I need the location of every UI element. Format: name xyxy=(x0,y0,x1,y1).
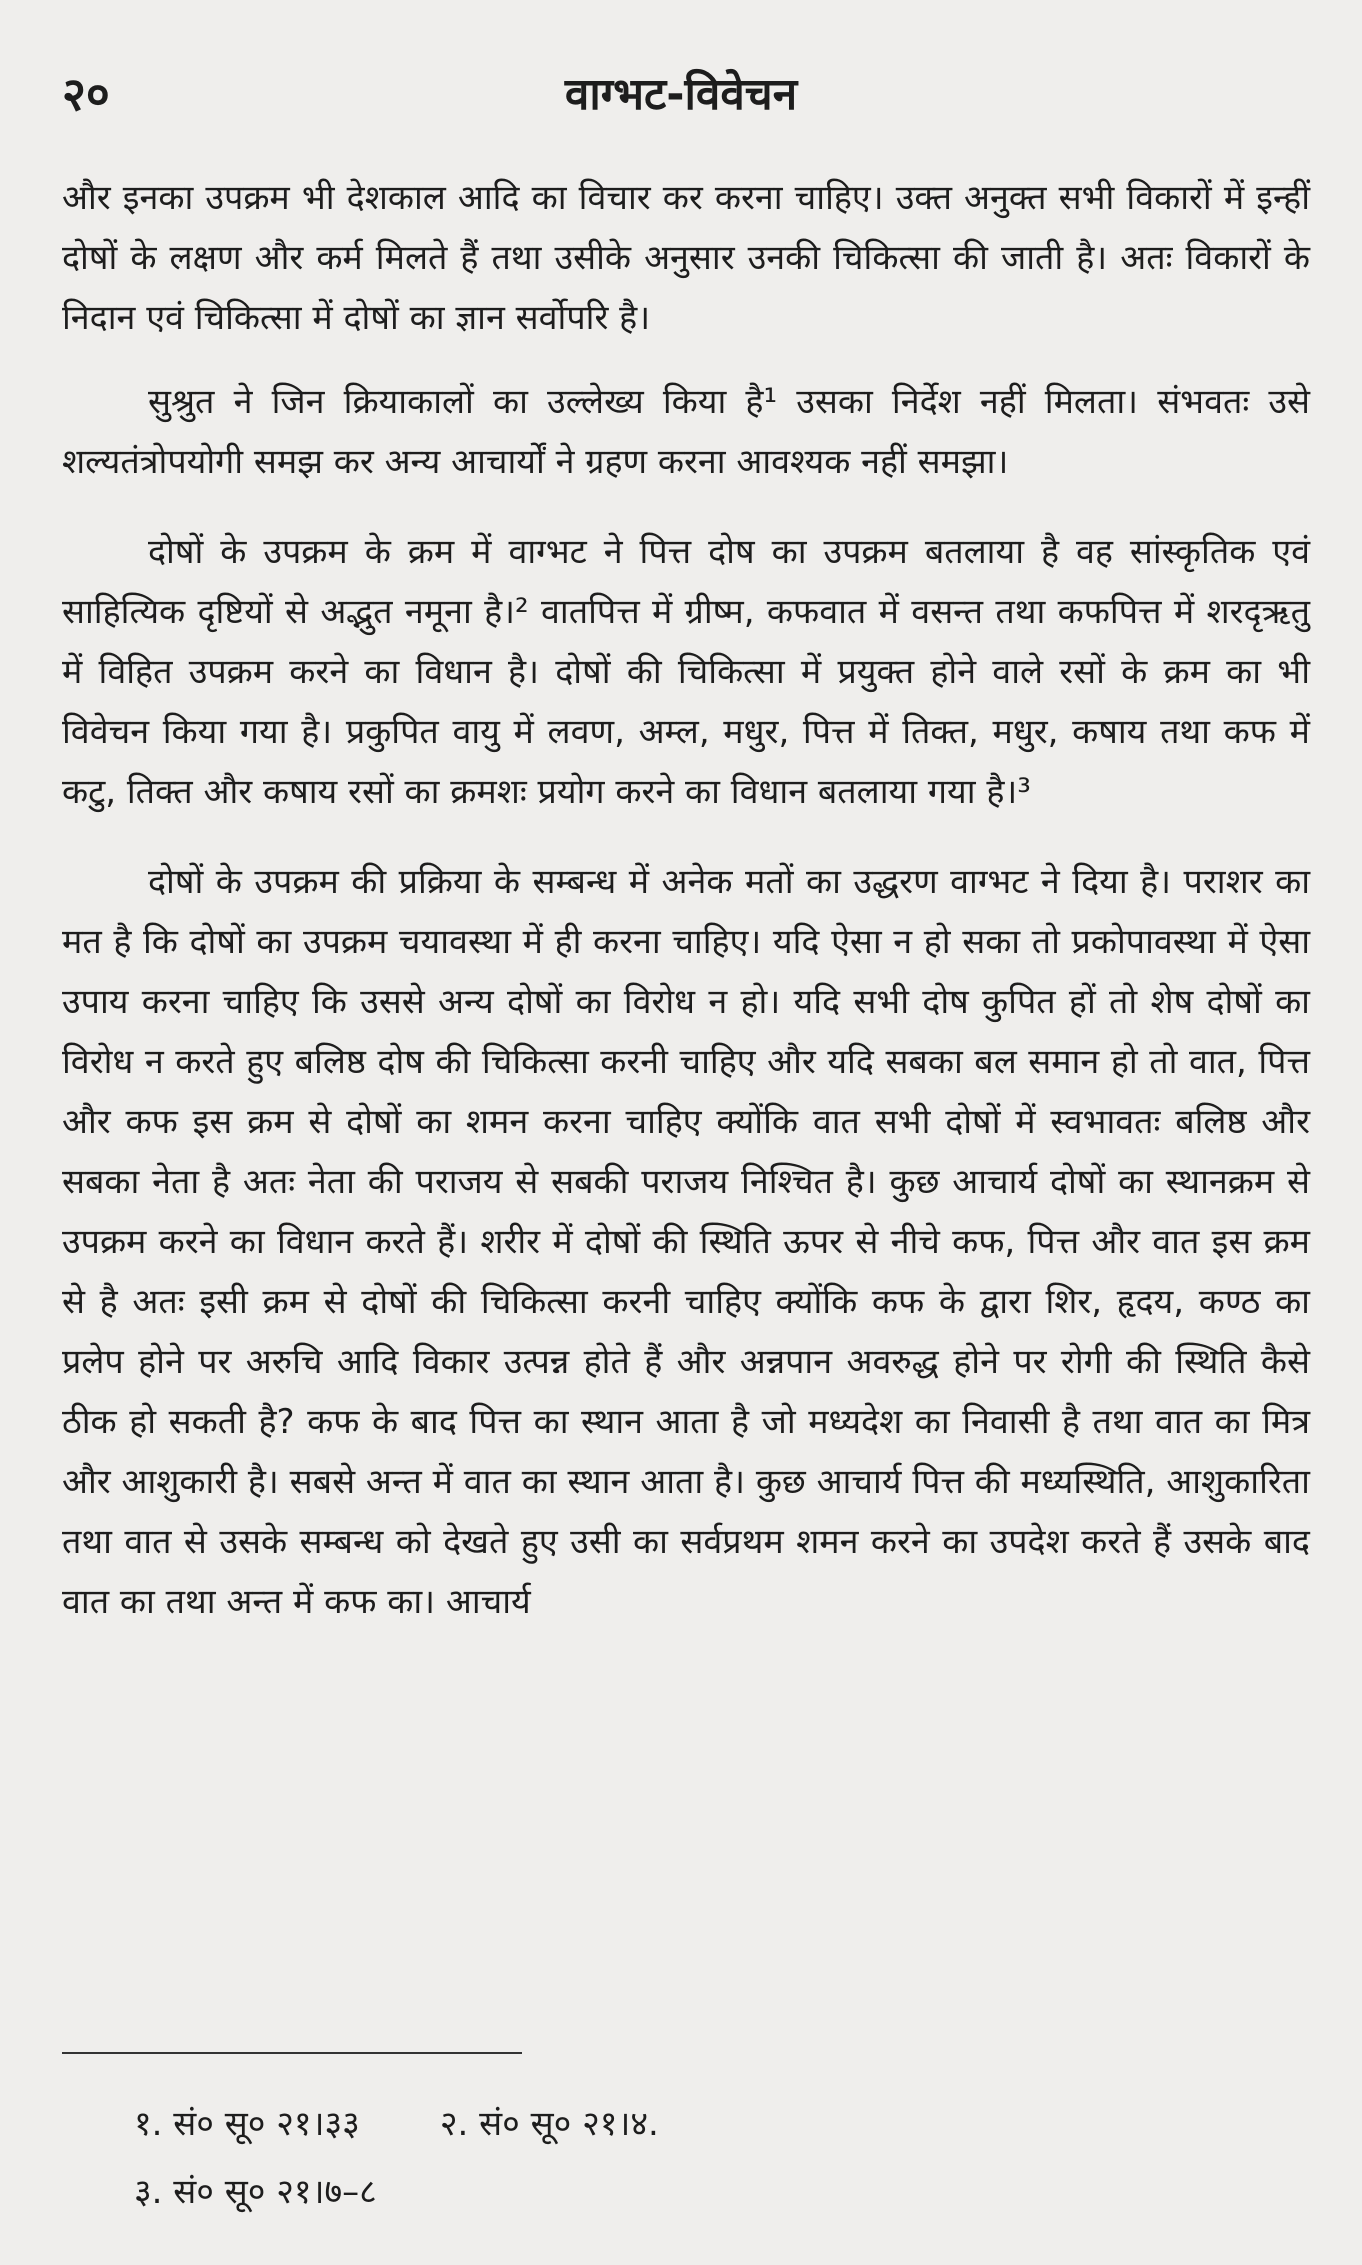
page-header xyxy=(62,62,1300,132)
paragraph-3: दोषों के उपक्रम के क्रम में वाग्भट ने पित्त दोष का उपक्रम बतलाया है वह सांस्कृतिक एवं साहित्यिक दृष्टियों से अद्भुत नमूना है।² वातपित्त में ग्रीष्म, कफवात में वसन्त तथा कफपित्त में शरदृऋतु में विहित उपक्रम करने का विधान है। दोषों की चिकित्सा में प्रयुक्त होने वाले रसों के क्रम का भी विवेचन किया गया है। प्रकुपित वायु में लवण, अम्ल, मधुर, पित्त में तिक्त, मधुर, कषाय तथा कफ में कटु, तिक्त और कषाय रसों का क्रमशः प्रयोग करने का विधान बतलाया गया है।³ xyxy=(62,532,1310,812)
footnote-3: ३. सं० सू० २१।७–८ xyxy=(134,2172,377,2212)
footnote-line-2 xyxy=(134,2158,1234,2226)
page-number: २० xyxy=(62,67,110,121)
paragraph-4: दोषों के उपक्रम की प्रक्रिया के सम्बन्ध में अनेक मतों का उद्धरण वाग्भट ने दिया है। पराशर का मत है कि दोषों का उपक्रम चयावस्था में ही करना चाहिए। यदि ऐसा न हो सका तो प्रकोपावस्था में ऐसा उपाय करना चाहिए कि उससे अन्य दोषों का विरोध न हो। यदि सभी दोष कुपित हों तो शेष दोषों का विरोध न करते हुए बलिष्ठ दोष की चिकित्सा करनी चाहिए और यदि सबका बल समान हो तो वात, पित्त और कफ इस क्रम से दोषों का शमन करना चाहिए क्योंकि वात सभी दोषों में स्वभावतः बलिष्ठ और सबका नेता है अतः नेता की पराजय से सबकी पराजय निश्चित है। कुछ आचार्य दोषों का स्थानक्रम से उपक्रम करने का विधान करते हैं। शरीर में दोषों की स्थिति ऊपर से नीचे कफ, पित्त और वात इस क्रम से है अतः इसी क्रम से दोषों की चिकित्सा करनी चाहिए क्योंकि कफ के द्वारा शिर, हृदय, कण्ठ का प्रलेप होने पर अरुचि आदि विकार उत्पन्न होते हैं और अन्नपान अवरुद्ध होने पर रोगी की स्थिति कैसे ठीक हो सकती है? कफ के बाद पित्त का स्थान आता है जो मध्यदेश का निवासी है तथा वात का मित्र और आशुकारी है। सबसे अन्त में वात का स्थान आता है। कुछ आचार्य पित्त की मध्यस्थिति, आशुकारिता तथा वात से उसके सम्बन्ध को देखते हुए उसी का सर्वप्रथम शमन करने का उपदेश करते हैं उसके बाद वात का तथा अन्त में कफ का। आचार्य xyxy=(62,862,1310,1622)
footnotes xyxy=(134,2090,1234,2226)
footnote-line-1 xyxy=(134,2090,1234,2158)
body-text xyxy=(62,168,1310,1662)
footnote-1: १. सं० सू० २१।३३ xyxy=(134,2104,360,2144)
paragraph-2: सुश्रुत ने जिन क्रियाकालों का उल्लेख्य किया है¹ उसका निर्देश नहीं मिलता। संभवतः उसे शल्यतंत्रोपयोगी समझ कर अन्य आचार्यों ने ग्रहण करना आवश्यक नहीं समझा। xyxy=(62,382,1310,482)
paragraph-1: और इनका उपक्रम भी देशकाल आदि का विचार कर करना चाहिए। उक्त अनुक्त सभी विकारों में इन्हीं दोषों के लक्षण और कर्म मिलते हैं तथा उसीके अनुसार उनकी चिकित्सा की जाती है। अतः विकारों के निदान एवं चिकित्सा में दोषों का ज्ञान सर्वोपरि है। xyxy=(62,178,1310,338)
footnote-divider xyxy=(62,2052,522,2054)
running-title: वाग्भट-विवेचन xyxy=(564,69,798,120)
footnote-2: २. सं० सू० २१।४. xyxy=(439,2104,659,2144)
